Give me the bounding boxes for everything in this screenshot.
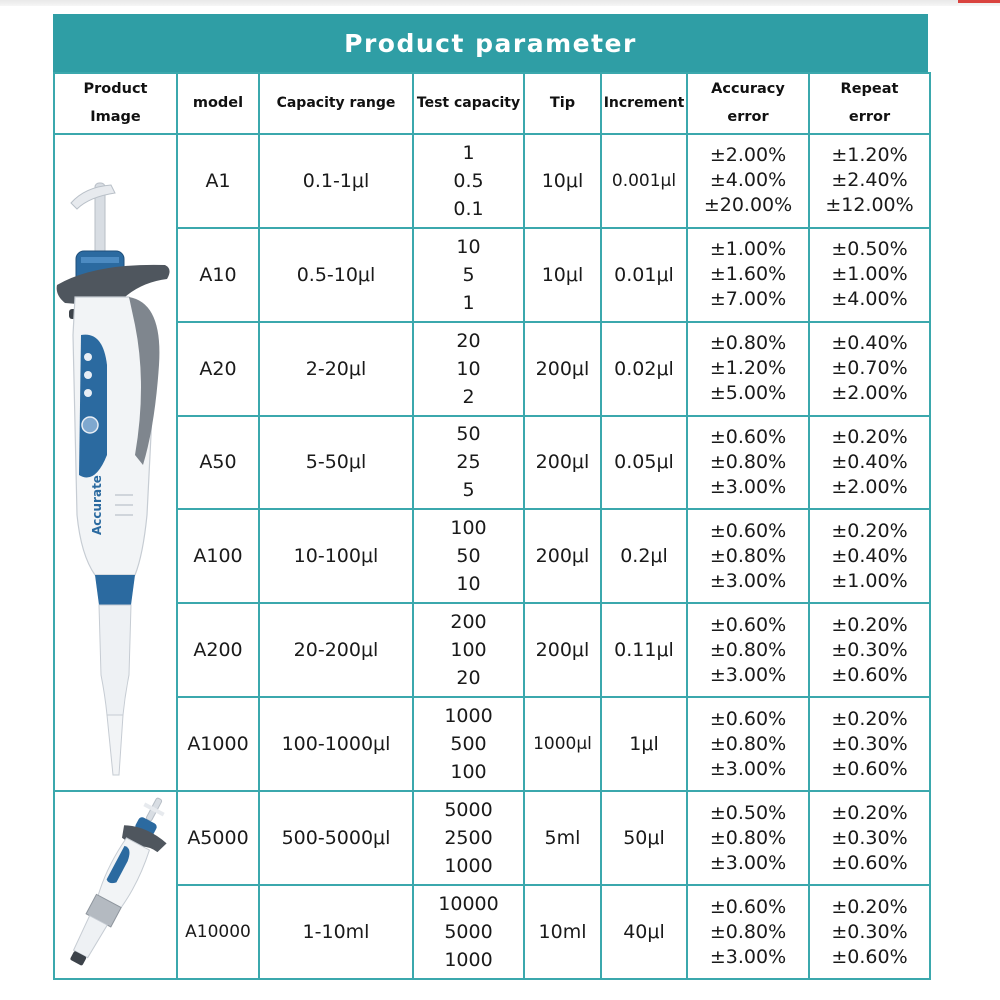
accuracy-error-cell [687,603,809,697]
increment-cell: 0.11μl [601,603,687,697]
accuracy-error-value: ±3.00% [709,663,787,686]
increment-cell: 40μl [601,885,687,979]
accuracy-error-value: ±0.80% [709,638,787,661]
test-capacity-value: 10 [456,573,481,596]
increment-cell: 0.2μl [601,509,687,603]
capacity-cell: 5-50μl [259,416,413,510]
accuracy-error-value: ±3.00% [709,851,787,874]
accuracy-error-value: ±0.60% [709,425,787,448]
repeat-error-cell [809,228,930,322]
test-capacity-cell [413,416,524,510]
repeat-error-cell [809,416,930,510]
table-row [54,885,930,979]
accuracy-error-value: ±0.80% [709,450,787,473]
test-capacity-value: 1000 [444,855,493,877]
test-capacity-value: 20 [456,667,481,690]
pipette-large-image [55,135,176,790]
test-capacity-value: 100 [450,761,487,784]
test-capacity-value: 500 [450,733,487,756]
capacity-cell: 0.5-10μl [259,228,413,322]
test-capacity-value: 100 [450,517,487,540]
test-capacity-value: 200 [450,611,487,634]
repeat-error-value: ±1.00% [831,263,908,286]
header-repeat-line2: error [848,108,891,125]
accuracy-error-cell [687,697,809,791]
repeat-error-value: ±0.60% [831,663,908,686]
model-cell: A5000 [177,791,259,885]
increment-cell: 50μl [601,791,687,885]
test-capacity-value: 5 [462,479,475,502]
repeat-error-cell [809,134,930,228]
accuracy-error-value: ±0.60% [709,519,787,542]
test-capacity-value: 20 [456,329,481,352]
repeat-error-value: ±0.20% [831,707,908,730]
repeat-error-cell [809,322,930,416]
test-capacity-cell [413,134,524,228]
header-accuracy-line2: error [727,108,769,125]
tip-cell: 10μl [524,228,601,322]
tip-cell: 200μl [524,603,601,697]
model-cell: A50 [177,416,259,510]
repeat-error-value: ±0.60% [831,945,908,968]
parameter-table [53,72,931,980]
repeat-error-value: ±0.20% [831,425,908,448]
accuracy-error-value: ±1.00% [709,238,787,261]
repeat-error-value: ±0.20% [831,801,908,824]
repeat-error-cell [809,791,930,885]
accuracy-error-cell [687,228,809,322]
product-image-cell [54,134,177,791]
header-accuracy-line1: Accuracy [711,80,785,97]
repeat-error-value: ±4.00% [831,288,908,311]
table-row [54,791,930,885]
accuracy-error-cell [687,509,809,603]
test-capacity-cell [413,697,524,791]
test-capacity-value: 1 [462,291,475,314]
header-repeat-error [809,73,930,134]
header-accuracy-error [687,73,809,134]
test-capacity-value: 2500 [444,827,493,849]
test-capacity-value: 10 [456,235,481,258]
accuracy-error-value: ±20.00% [703,194,793,217]
test-capacity-value: 100 [450,639,487,662]
repeat-error-value: ±0.60% [831,757,908,780]
table-row [54,697,930,791]
repeat-error-value: ±0.40% [831,544,908,567]
page-title: Product parameter [53,14,928,72]
accuracy-error-cell [687,322,809,416]
header-increment: Increment [601,73,687,134]
table-row [54,509,930,603]
tip-cell: 200μl [524,416,601,510]
test-capacity-value: 2 [462,385,475,408]
increment-cell: 0.05μl [601,416,687,510]
repeat-error-value: ±0.20% [831,613,908,636]
repeat-error-value: ±0.20% [831,895,908,918]
test-capacity-cell [413,885,524,979]
repeat-error-cell [809,697,930,791]
top-edge [0,0,1000,6]
header-tip: Tip [524,73,601,134]
test-capacity-value: 1000 [444,949,493,971]
test-capacity-cell [413,509,524,603]
accuracy-error-value: ±5.00% [709,382,787,405]
capacity-cell: 500-5000μl [259,791,413,885]
test-capacity-value: 1000 [444,705,493,728]
capacity-cell: 0.1-1μl [259,134,413,228]
repeat-error-value: ±0.30% [831,732,908,755]
test-capacity-cell [413,791,524,885]
test-capacity-value: 0.5 [453,169,484,192]
increment-cell: 0.01μl [601,228,687,322]
tip-cell: 10μl [524,134,601,228]
repeat-error-value: ±2.40% [831,169,908,192]
accuracy-error-value: ±0.80% [709,920,787,943]
test-capacity-value: 10 [456,357,481,380]
repeat-error-value: ±0.30% [831,826,908,849]
accuracy-error-value: ±0.60% [709,707,787,730]
accuracy-error-value: ±0.80% [709,826,787,849]
table-row [54,134,930,228]
accuracy-error-value: ±3.00% [709,757,787,780]
header-model: model [177,73,259,134]
top-red-accent [958,0,1000,3]
repeat-error-value: ±2.00% [831,382,908,405]
tip-cell: 200μl [524,322,601,416]
model-cell: A20 [177,322,259,416]
header-product-image-line1: Product [83,80,148,97]
accuracy-error-value: ±0.50% [709,801,787,824]
test-capacity-cell [413,603,524,697]
capacity-cell: 2-20μl [259,322,413,416]
test-capacity-value: 0.1 [453,197,484,220]
test-capacity-value: 5 [462,263,475,286]
accuracy-error-value: ±3.00% [709,569,787,592]
accuracy-error-cell [687,134,809,228]
header-product-image [54,73,177,134]
test-capacity-cell [413,322,524,416]
accuracy-error-value: ±0.80% [709,332,787,355]
model-cell: A100 [177,509,259,603]
repeat-error-cell [809,509,930,603]
accuracy-error-value: ±7.00% [709,288,787,311]
accuracy-error-value: ±0.80% [709,732,787,755]
model-cell: A200 [177,603,259,697]
tip-cell: 10ml [524,885,601,979]
tip-cell: 1000μl [524,697,601,791]
capacity-cell: 1-10ml [259,885,413,979]
accuracy-error-cell [687,416,809,510]
test-capacity-value: 50 [456,423,481,446]
repeat-error-value: ±0.60% [831,851,908,874]
accuracy-error-value: ±4.00% [709,169,787,192]
repeat-error-value: ±0.50% [831,238,908,261]
repeat-error-value: ±0.30% [831,638,908,661]
test-capacity-value: 5000 [444,921,493,943]
repeat-error-cell [809,885,930,979]
increment-cell: 0.02μl [601,322,687,416]
test-capacity-value: 10000 [438,893,499,915]
repeat-error-value: ±0.20% [831,519,908,542]
test-capacity-value: 25 [456,451,481,474]
model-cell: A1 [177,134,259,228]
test-capacity-value: 5000 [444,799,493,821]
test-capacity-value: 1 [462,141,475,164]
capacity-cell: 100-1000μl [259,697,413,791]
model-cell: A10 [177,228,259,322]
product-image-cell [54,791,177,979]
repeat-error-value: ±1.00% [831,569,908,592]
repeat-error-value: ±0.40% [831,332,908,355]
model-cell: A10000 [177,885,259,979]
accuracy-error-value: ±0.80% [709,544,787,567]
increment-cell: 1μl [601,697,687,791]
test-capacity-cell [413,228,524,322]
header-row [54,73,930,134]
tip-cell: 200μl [524,509,601,603]
repeat-error-value: ±1.20% [831,144,908,167]
table-row [54,322,930,416]
repeat-error-value: ±2.00% [831,475,908,498]
repeat-error-value: ±12.00% [825,194,914,217]
capacity-cell: 20-200μl [259,603,413,697]
accuracy-error-value: ±2.00% [709,144,787,167]
header-product-image-line2: Image [90,108,141,125]
accuracy-error-value: ±0.60% [709,895,787,918]
header-capacity-range: Capacity range [259,73,413,134]
repeat-error-value: ±0.30% [831,920,908,943]
accuracy-error-value: ±0.60% [709,613,787,636]
model-cell: A1000 [177,697,259,791]
repeat-error-cell [809,603,930,697]
repeat-error-value: ±0.40% [831,450,908,473]
brand-text: Accurate [90,475,104,535]
accuracy-error-cell [687,791,809,885]
accuracy-error-value: ±3.00% [709,945,787,968]
accuracy-error-value: ±3.00% [709,475,787,498]
capacity-cell: 10-100μl [259,509,413,603]
accuracy-error-value: ±1.60% [709,263,787,286]
accuracy-error-value: ±1.20% [709,357,787,380]
accuracy-error-cell [687,885,809,979]
increment-cell: 0.001μl [601,134,687,228]
pipette-small-image [55,792,176,978]
repeat-error-value: ±0.70% [831,357,908,380]
header-repeat-line1: Repeat [840,80,899,97]
table-row [54,603,930,697]
table-row [54,416,930,510]
table-row [54,228,930,322]
header-test-capacity: Test capacity [413,73,524,134]
tip-cell: 5ml [524,791,601,885]
test-capacity-value: 50 [456,545,481,568]
